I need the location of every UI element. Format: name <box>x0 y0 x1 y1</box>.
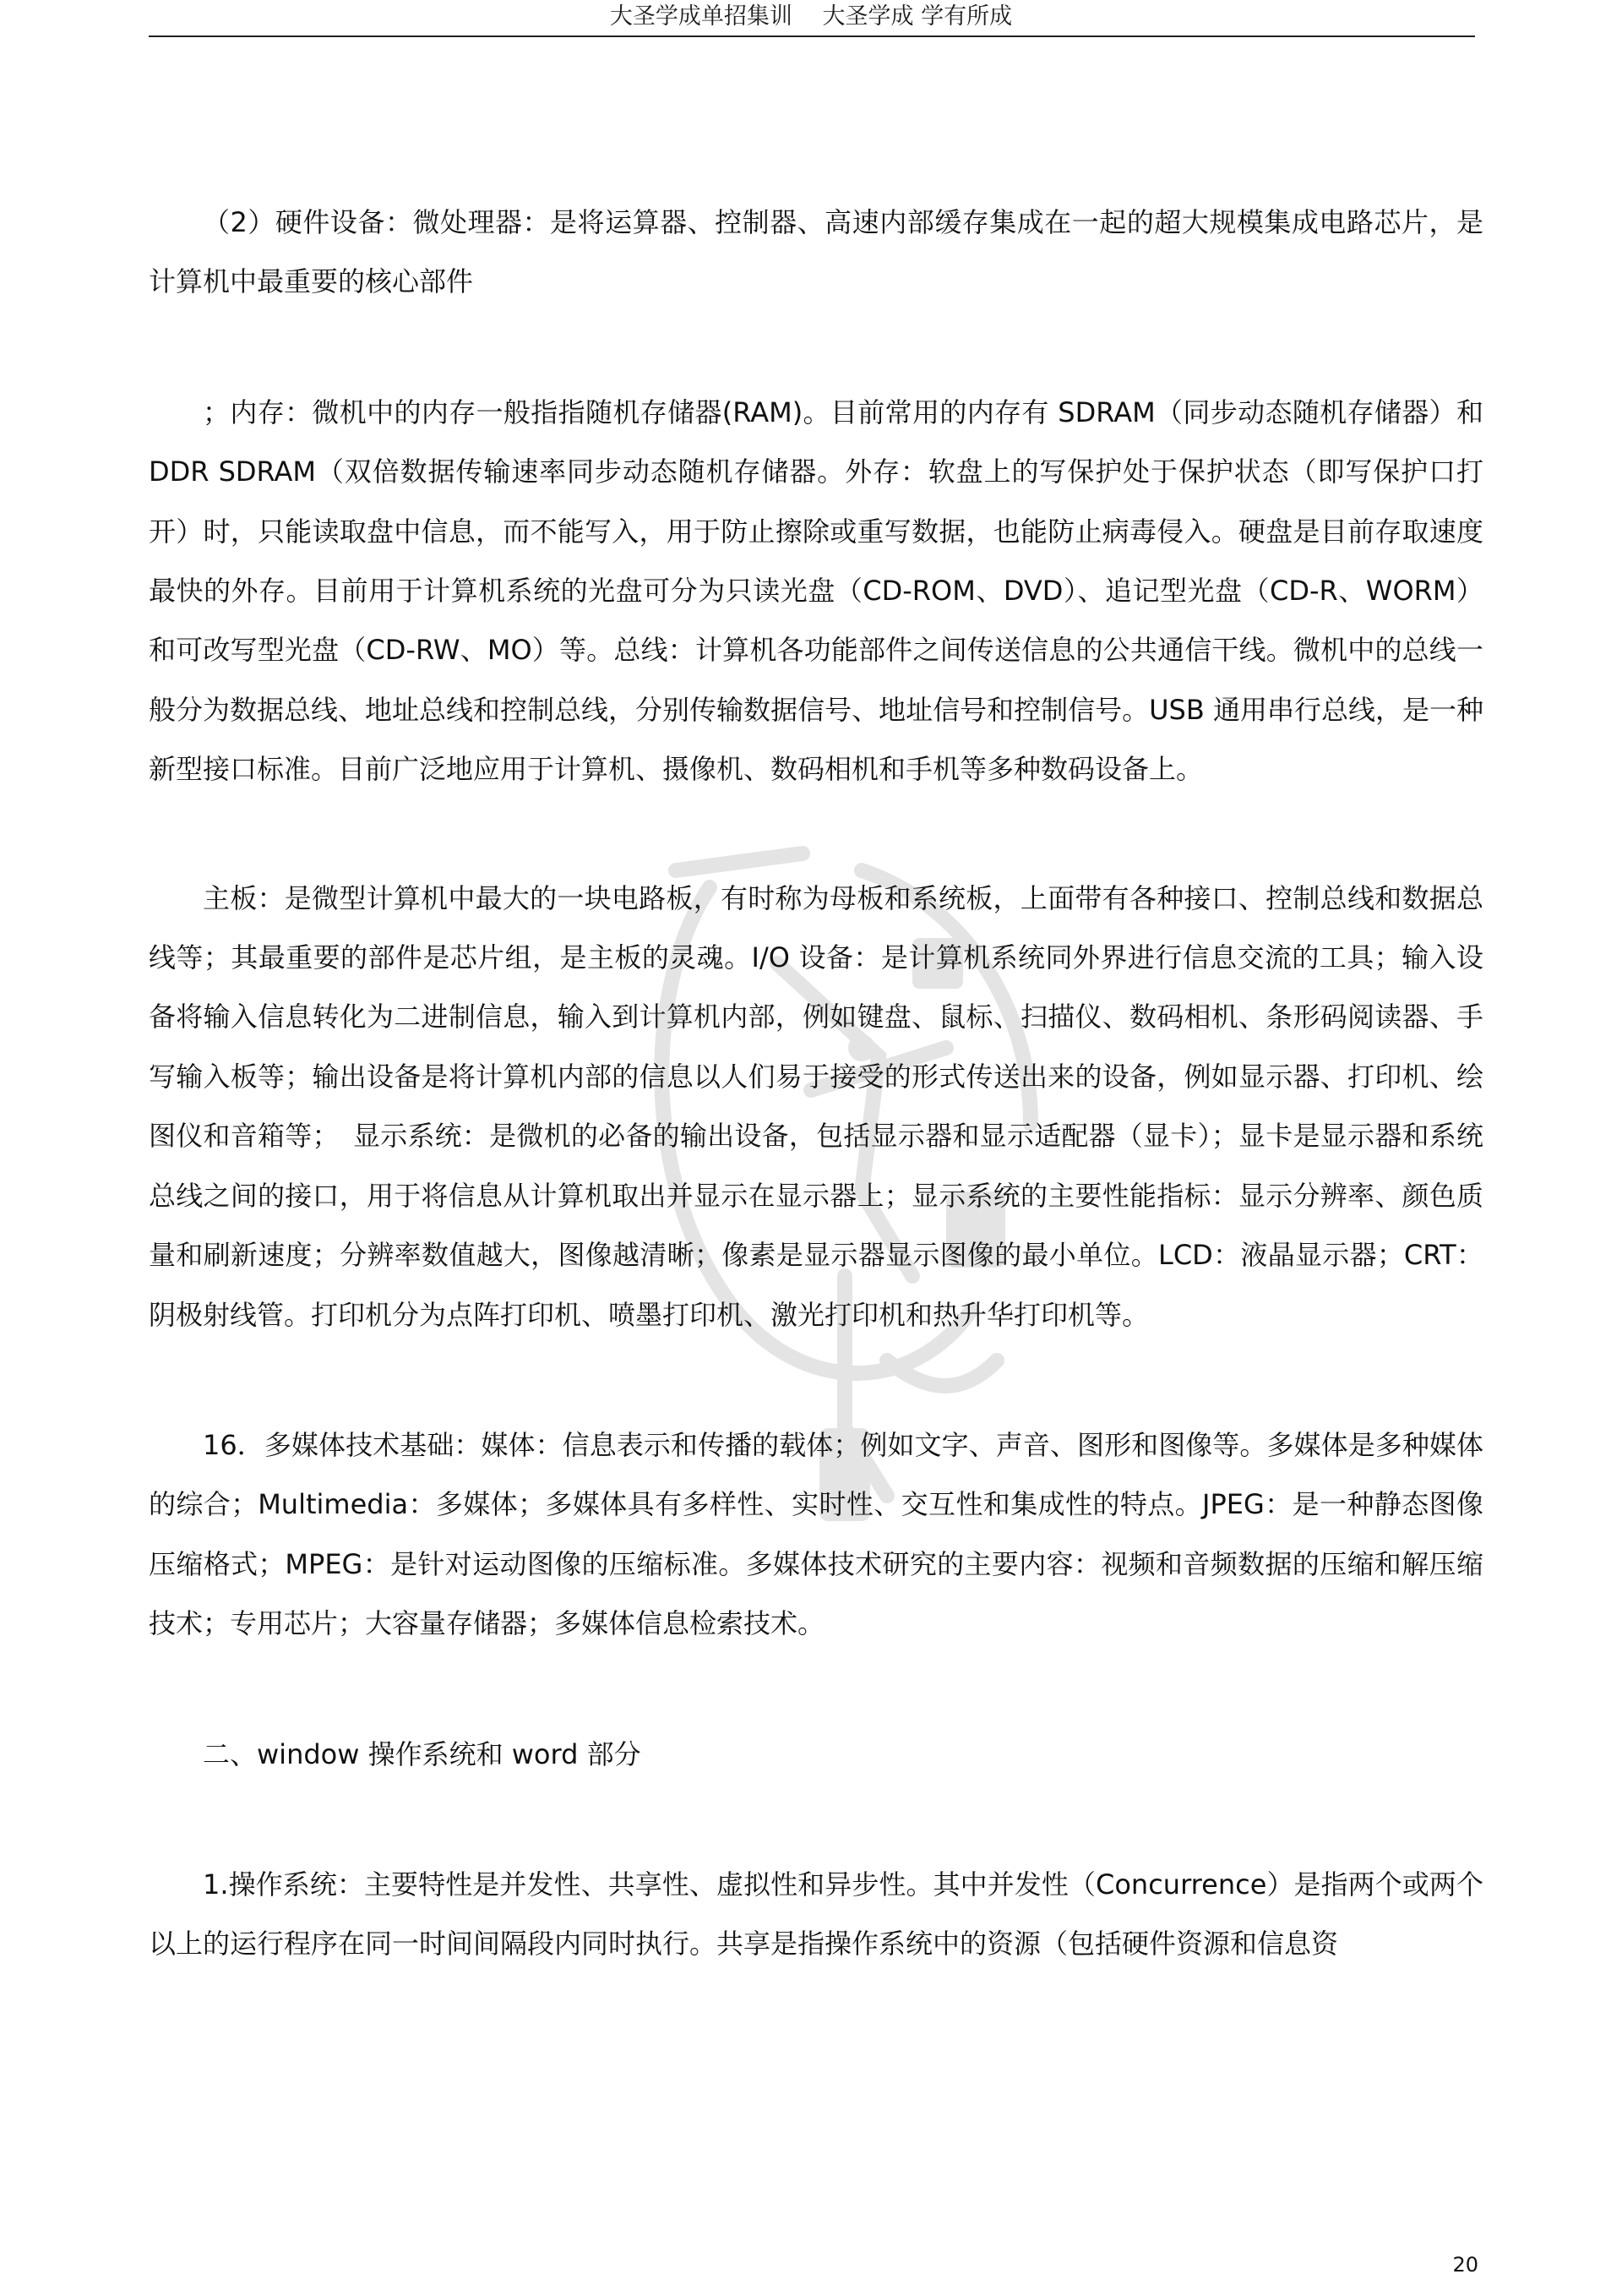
paragraph-memory: ；内存：微机中的内存一般指指随机存储器(RAM)。目前常用的内存有 SDRAM（同步动态随机存储器）和 DDR SDRAM（双倍数据传输速率同步动态随机存储器。外存：软盘上的写保护处于保护状态（即写保护口打开）时，只能读取盘中信息，而不能写入，用于防止擦除或重写数据，也能防止病毒侵入。硬盘是目前存取速度最快的外存。目前用于计算机系统的光盘可分为只读光盘（CD-ROM、DVD）、追记型光盘（CD-R、WORM）和可改写型光盘（CD-RW、MO）等。总线：计算机各功能部件之间传送信息的公共通信干线。微机中的总线一般分为数据总线、地址总线和控制总线，分别传输数据信号、地址信号和控制信号。USB 通用串行总线，是一种新型接口标准。目前广泛地应用于计算机、摄像机、数码相机和手机等多种数码设备上。 <box>149 395 1483 786</box>
section-heading-windows-word: 二、window 操作系统和 word 部分 <box>203 1737 641 1770</box>
paragraph-motherboard: 主板：是微型计算机中最大的一块电路板，有时称为母板和系统板，上面带有各种接口、控制总线和数据总线等；其最重要的部件是芯片组，是主板的灵魂。I/O 设备：是计算机系统同外界进行信息交流的工具；输入设备将输入信息转化为二进制信息，输入到计算机内部，例如键盘、鼠标、扫描仪、数码相机、条形码阅读器、手写输入板等；输出设备是将计算机内部的信息以人们易于接受的形式传送出来的设备，例如显示器、打印机、绘图仪和音箱等； 显示系统：是微机的必备的输出设备，包括显示器和显示适配器（显卡）；显卡是显示器和系统总线之间的接口，用于将信息从计算机取出并显示在显示器上；显示系统的主要性能指标：显示分辨率、颜色质量和刷新速度；分辨率数值越大，图像越清晰；像素是显示器显示图像的最小单位。LCD：液晶显示器；CRT：阴极射线管。打印机分为点阵打印机、喷墨打印机、激光打印机和热升华打印机等。 <box>149 881 1483 1331</box>
paragraph-hardware: （2）硬件设备：微处理器：是将运算器、控制器、高速内部缓存集成在一起的超大规模集成电路芯片，是计算机中最重要的核心部件 <box>149 206 1483 298</box>
page-header <box>0 0 1622 37</box>
header-divider <box>149 35 1475 37</box>
page-number: 20 <box>1452 2253 1478 2277</box>
document-body <box>149 193 1483 1974</box>
header-text: 大圣学成单招集训 大圣学成 学有所成 <box>609 3 1013 30</box>
paragraph-operating-system: 1.操作系统：主要特性是并发性、共享性、虚拟性和异步性。其中并发性（Concurrence）是指两个或两个以上的运行程序在同一时间间隔段内同时执行。共享是指操作系统中的资源（包括硬件资源和信息资 <box>149 1868 1483 1961</box>
paragraph-multimedia: 16．多媒体技术基础：媒体：信息表示和传播的载体；例如文字、声音、图形和图像等。多媒体是多种媒体的综合；Multimedia：多媒体；多媒体具有多样性、实时性、交互性和集成性的特点。JPEG：是一种静态图像压缩格式；MPEG：是针对运动图像的压缩标准。多媒体技术研究的主要内容：视频和音频数据的压缩和解压缩技术；专用芯片；大容量存储器；多媒体信息检索技术。 <box>149 1428 1483 1640</box>
